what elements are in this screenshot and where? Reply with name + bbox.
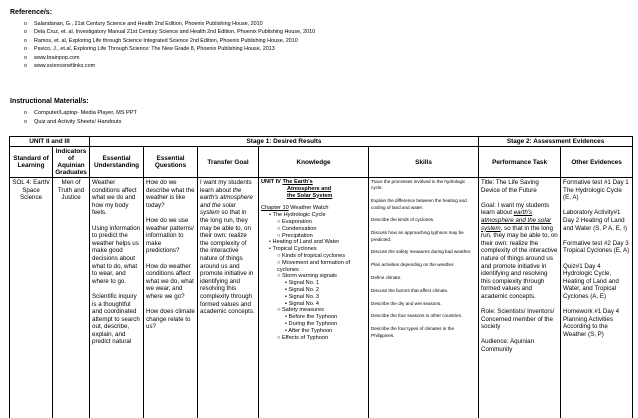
unit-header: UNIT II and III bbox=[10, 137, 90, 147]
knowledge-item: ▪ Signal No. 3 bbox=[285, 293, 320, 300]
performance-goal: Goal: I want my students learn about earth's atmosphere and the solar system, so that in the long run, they may be able to, on their own: realize the complexity of the interactive nature of things around us and promote initiative in identifying and resolving this complexity through formed values and academic concepts. bbox=[481, 201, 558, 300]
knowledge-chapter: Chapter 10 Weather Watch bbox=[261, 205, 329, 212]
knowledge-item: ○ Movement and formation of cyclones bbox=[277, 259, 351, 273]
performance-task-cell bbox=[479, 178, 561, 418]
stage1-header: Stage 1: Desired Results bbox=[90, 137, 479, 147]
question-text: How do weather conditions affect what we do, what we wear, and where we go? bbox=[146, 262, 194, 300]
knowledge-item: ▪ Signal No. 4 bbox=[285, 300, 320, 307]
indicators-cell: Men of Truth and Justice bbox=[53, 178, 90, 418]
evidence-item: Quiz#1 Day 4 Hydrologic Cycle, Heating of Land and Water, and Tropical Cyclones (A, E) bbox=[563, 262, 619, 300]
knowledge-item: • The Hydrologic Cycle bbox=[269, 212, 326, 219]
knowledge-unit: UNIT IV The Earth's bbox=[261, 179, 313, 185]
question-text: How do we describe what the weather is like today? bbox=[146, 179, 195, 209]
knowledge-item: ○ Condensation bbox=[277, 225, 317, 232]
references-heading: Reference/s: bbox=[10, 9, 53, 16]
reference-item: o Salandanan, G., 21st Century Science and Health 2nd Edition, Phoenix Publishing House, 2010 bbox=[34, 20, 630, 28]
material-item: o Computer/Laptop- Media Player, MS PPT bbox=[34, 109, 137, 118]
skill-item: Discuss how an approaching typhoon may be predicted. bbox=[371, 230, 464, 242]
performance-audience: Audience: Aquinian Community bbox=[481, 338, 535, 354]
evidence-item: Laboratory Activity#1 Day 2 Heating of Land and Water (S, P A, E, I) bbox=[563, 209, 628, 232]
reference-item: o Ramos, et. al, Exploring Life through Science Integrated Science 2nd Edition, Phoenix Publishing House, 2010 bbox=[34, 37, 630, 45]
curriculum-table bbox=[9, 136, 633, 418]
performance-title: Title: The Life Saving Device of the Future bbox=[481, 179, 539, 194]
stage2-header: Stage 2: Assessment Evidences bbox=[479, 137, 633, 147]
transfer-goal-text: I want my students learn about bbox=[200, 179, 252, 194]
skill-item: Describe the dry and wet seasons. bbox=[371, 300, 442, 306]
materials-list bbox=[34, 109, 137, 126]
skill-item: Discuss the factors that affect climate. bbox=[371, 287, 449, 293]
essential-understanding-header: Essential Understanding bbox=[90, 147, 144, 178]
understanding-text: Using information to predict the weather helps us make good decisions about what to do, what to wear, and where to go. bbox=[92, 224, 141, 285]
knowledge-item: ○ Effects of Typhoon bbox=[277, 334, 329, 341]
skill-item: Describe the kinds of cyclones. bbox=[371, 217, 435, 223]
knowledge-item: ○ Kinds of tropical cyclones bbox=[277, 252, 346, 259]
skills-header: Skills bbox=[369, 147, 479, 178]
reference-item: o Pavico, J., et.al, Exploring Life Through Science: The New Grade 8, Phoenix Publishing House, 2013 bbox=[34, 45, 630, 53]
skill-item: Explain the difference between the heating and cooling of land and water. bbox=[371, 198, 467, 210]
material-item: o Quiz and Activity Sheets/ Handouts bbox=[34, 118, 137, 127]
essential-questions-header: Essential Questions bbox=[144, 147, 198, 178]
skill-item: Describe the four seasons in other countries. bbox=[371, 313, 463, 319]
skills-cell bbox=[369, 178, 479, 418]
references-list bbox=[34, 20, 630, 70]
performance-task-header: Performance Task bbox=[479, 147, 561, 178]
knowledge-item: ○ Evaporation bbox=[277, 218, 312, 225]
questions-cell bbox=[144, 178, 198, 418]
transfer-goal-header: Transfer Goal bbox=[198, 147, 259, 178]
knowledge-item: ▪ Signal No. 1 bbox=[285, 280, 320, 287]
understanding-text: Scientific inquiry is a thoughtful and coordinated attempt to search out, describe, explain, and predict natural bbox=[92, 292, 140, 346]
understanding-cell bbox=[90, 178, 144, 418]
knowledge-item: • Heating of Land and Water bbox=[269, 239, 340, 246]
transfer-goal-cell bbox=[198, 178, 259, 418]
skill-item: Discuss the safety measures during bad weather. bbox=[371, 249, 472, 255]
understanding-text: Weather conditions affect what we do and how my body feels. bbox=[92, 179, 137, 217]
skill-item: Plan activities depending on the weather. bbox=[371, 262, 455, 268]
knowledge-item: ○ Precipitation bbox=[277, 232, 313, 239]
transfer-goal-text: so that in the long run, they may be able to, on their own: realize the complexity of the interactive nature of things around us and promote initiative in identifying and resolving this complexity through formed values and academic concepts. bbox=[200, 209, 255, 316]
reference-item: o Dela Cruz, et. al, Investigatory Manual 21st Century Science and Health 2nd Edition, Phoenix Publishing House, 2010 bbox=[34, 28, 630, 36]
knowledge-cell bbox=[259, 178, 369, 418]
knowledge-header: Knowledge bbox=[259, 147, 369, 178]
table-row bbox=[10, 178, 633, 418]
skill-item: Define climate. bbox=[371, 275, 402, 280]
materials-heading: Instructional Material/s: bbox=[10, 98, 89, 105]
evidence-item: Homework #1 Day 4 Planning Activities According to the Weather (S, P) bbox=[563, 308, 620, 338]
skill-item: Trace the processes involved in the hydrologic cycle. bbox=[371, 179, 466, 191]
stage-header-row bbox=[10, 137, 633, 147]
knowledge-unit-title: Atmosphere and bbox=[287, 185, 332, 192]
standard-cell: SOL 4: Earth/ Space Science bbox=[10, 178, 53, 418]
other-evidences-header: Other Evidences bbox=[561, 147, 633, 178]
other-evidences-cell bbox=[561, 178, 633, 418]
indicators-header: Indicators of Aquinian Graduates bbox=[53, 147, 90, 178]
knowledge-item: ○ Safety measures bbox=[277, 307, 324, 314]
skill-item: Describe the four types of climates in the Philippines. bbox=[371, 326, 454, 338]
reference-item: o www.brainpop.com bbox=[34, 54, 630, 62]
knowledge-item: • Tropical Cyclones bbox=[269, 246, 317, 253]
knowledge-item: • During the Typhoon bbox=[285, 320, 338, 327]
performance-role: Role: Scientists/ Inventors/ Concerned member of the society bbox=[481, 308, 555, 331]
evidence-item: Formative test #1 Day 1 The Hydrologic Cycle (E, A) bbox=[563, 179, 629, 202]
knowledge-item: • Before the Typhoon bbox=[285, 314, 338, 321]
question-text: How do we use weather patterns/ information to make predictions? bbox=[146, 216, 194, 255]
standard-header: Standard of Learning bbox=[10, 147, 53, 178]
knowledge-item: • After the Typhoon bbox=[285, 327, 333, 334]
transfer-goal-topic: the earth's atmosphere and the solar system bbox=[200, 186, 253, 217]
knowledge-item: ▪ Signal No. 2 bbox=[285, 286, 320, 293]
column-header-row bbox=[10, 147, 633, 178]
evidence-item: Formative test #2 Day 3 Tropical Cyclones (E, A) bbox=[563, 239, 630, 255]
knowledge-unit-title: the Solar System bbox=[287, 192, 333, 199]
knowledge-item: ○ Storm warning signals bbox=[277, 273, 337, 280]
reference-item: o www.sciencenetlinks.com bbox=[34, 62, 630, 70]
question-text: How does climate change relate to us? bbox=[146, 308, 195, 331]
